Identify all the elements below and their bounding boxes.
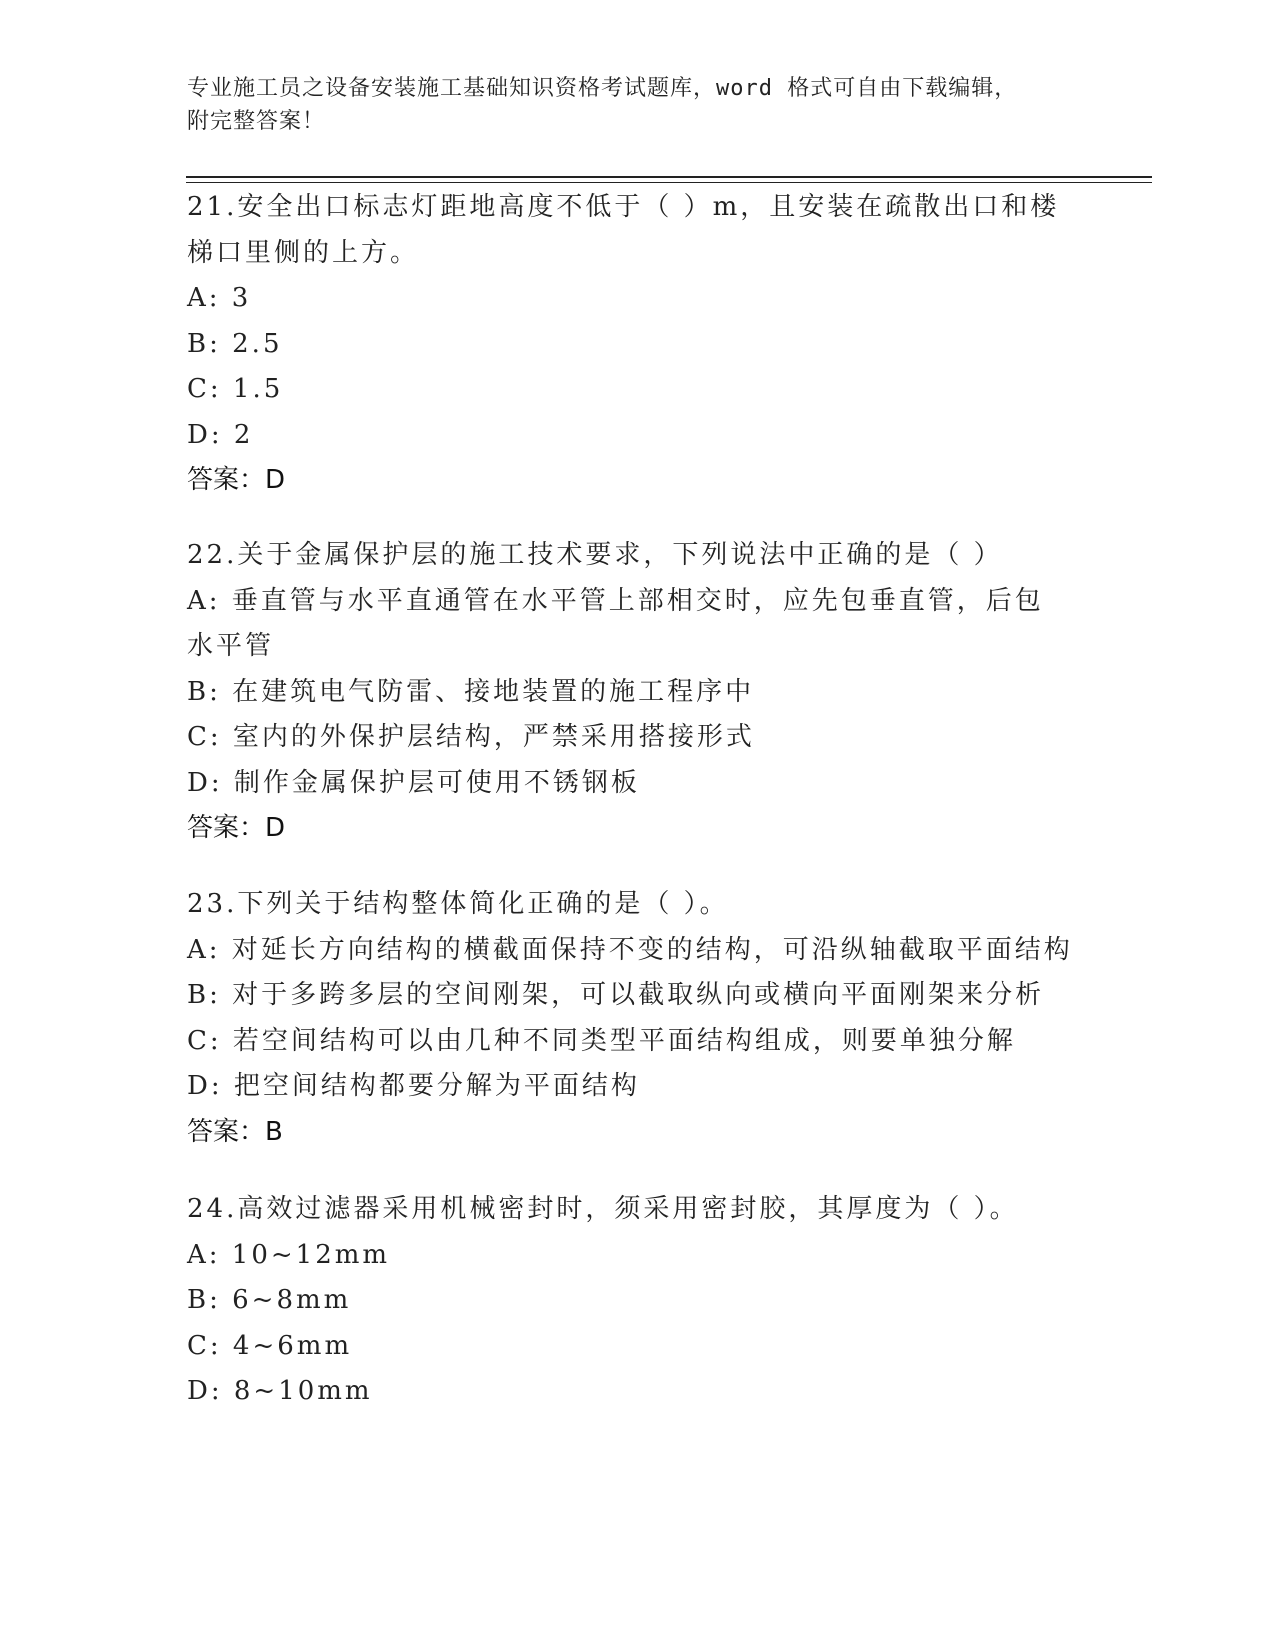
- option-c: C: 4~6mm: [187, 1330, 353, 1361]
- document-header: [187, 72, 1087, 138]
- header-line-2: 附完整答案！: [187, 109, 326, 134]
- option-d: D: 2: [187, 419, 254, 450]
- header-divider-thin: [186, 182, 1152, 183]
- option-b: B: 2.5: [187, 328, 283, 359]
- option-d: D: 8~10mm: [187, 1376, 373, 1406]
- answer: 答案：D: [187, 465, 286, 495]
- option-b: B: 对于多跨多层的空间刚架，可以截取纵向或横向平面刚架来分析: [187, 980, 1045, 1010]
- question-23: [187, 882, 1087, 1155]
- question-24: [187, 1187, 1087, 1415]
- option-a: A: 垂直管与水平直通管在水平管上部相交时，应先包垂直管，后包水平管: [187, 585, 1044, 661]
- option-c: C: 1.5: [187, 374, 284, 404]
- option-d: D: 把空间结构都要分解为平面结构: [187, 1071, 640, 1101]
- header-divider-thick: [186, 176, 1152, 178]
- option-a: A: 3: [187, 283, 252, 313]
- question-21: [187, 185, 1087, 504]
- option-a: A: 10~12mm: [187, 1239, 391, 1270]
- question-stem: 21.安全出口标志灯距地高度不低于（ ）m，且安装在疏散出口和楼梯口里侧的上方。: [187, 192, 1060, 268]
- answer: 答案：B: [187, 1116, 283, 1147]
- question-stem: 23.下列关于结构整体简化正确的是（ ）。: [187, 889, 729, 919]
- question-stem: 24.高效过滤器采用机械密封时，须采用密封胶，其厚度为（ ）。: [187, 1194, 1019, 1224]
- option-d: D: 制作金属保护层可使用不锈钢板: [187, 767, 640, 798]
- question-stem: 22.关于金属保护层的施工技术要求，下列说法中正确的是（ ）: [187, 540, 1003, 570]
- option-c: C: 室内的外保护层结构，严禁采用搭接形式: [187, 722, 755, 752]
- question-22: [187, 533, 1087, 852]
- option-c: C: 若空间结构可以由几种不同类型平面结构组成，则要单独分解: [187, 1025, 1016, 1056]
- option-b: B: 6~8mm: [187, 1285, 352, 1315]
- option-a: A: 对延长方向结构的横截面保持不变的结构，可沿纵轴截取平面结构: [187, 934, 1073, 965]
- answer: 答案：D: [187, 813, 286, 843]
- header-line-1: 专业施工员之设备安装施工基础知识资格考试题库，word 格式可自由下载编辑，: [187, 76, 1018, 101]
- option-b: B: 在建筑电气防雷、接地装置的施工程序中: [187, 676, 755, 707]
